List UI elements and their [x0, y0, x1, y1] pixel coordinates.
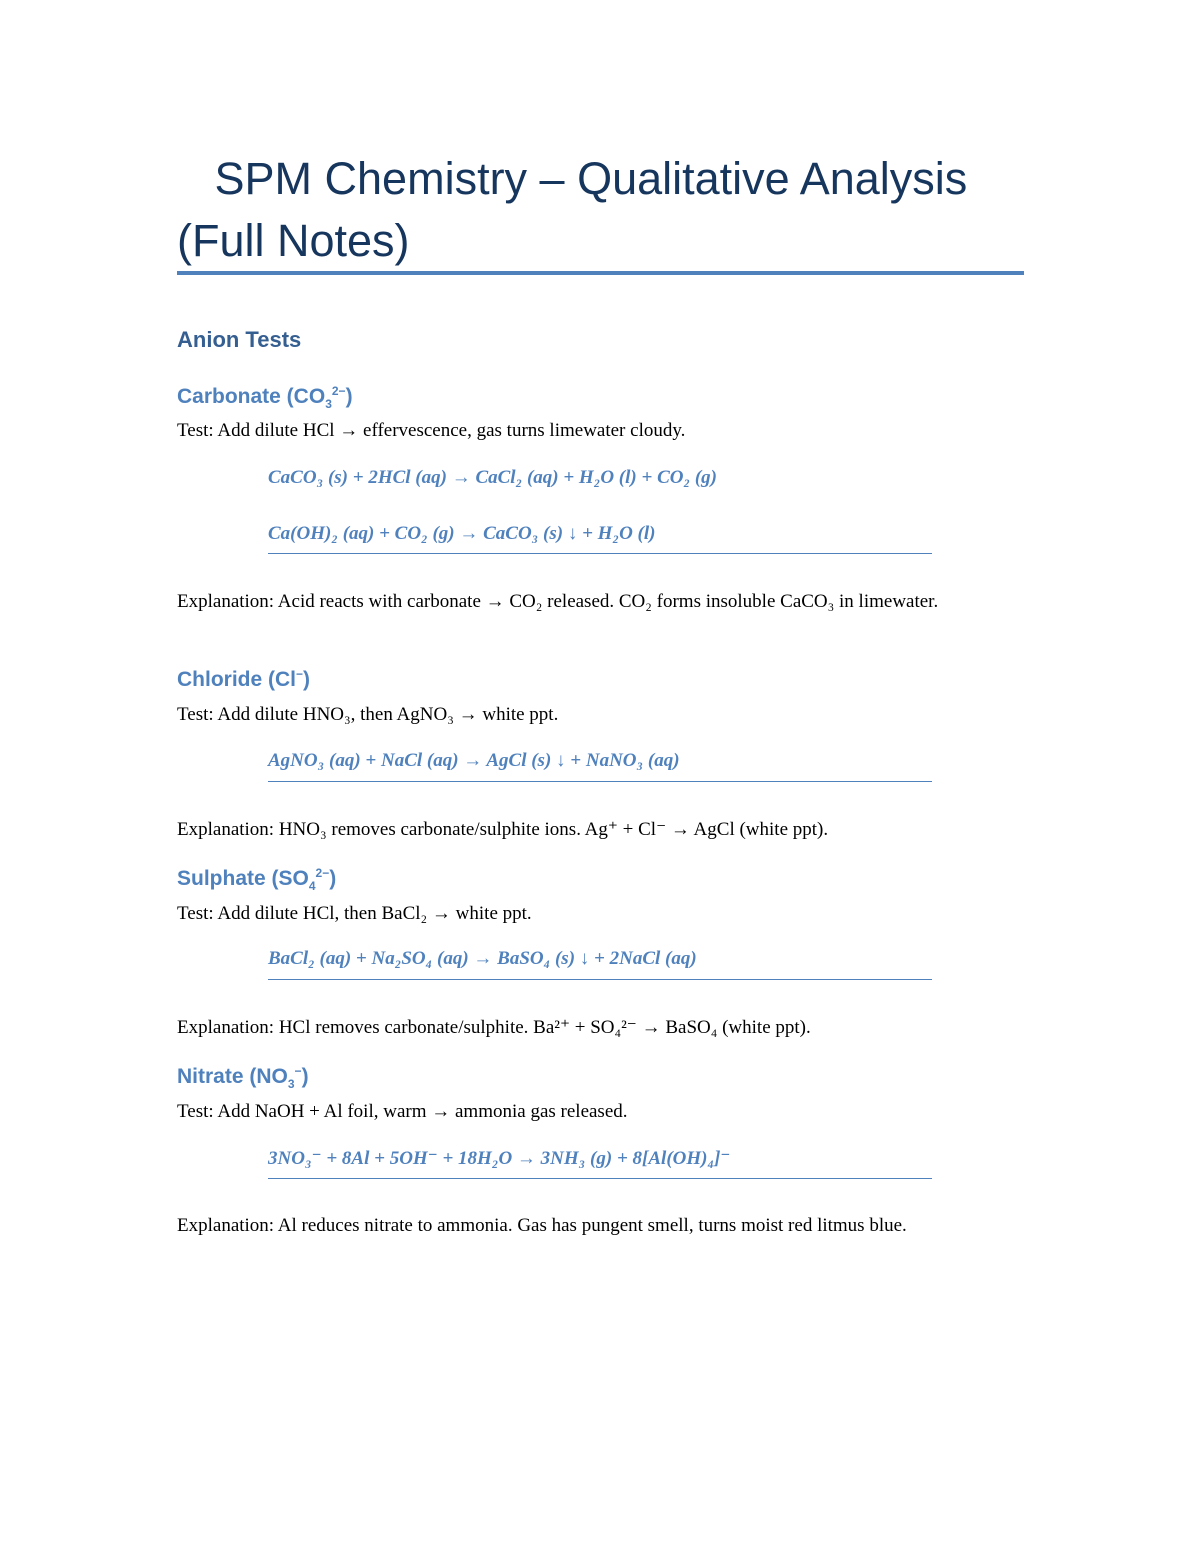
chloride-explanation: Explanation: HNO₃ removes carbonate/sulphite ions. Ag⁺ + Cl⁻ → AgCl (white ppt). [177, 819, 829, 840]
section-heading-anion-tests: Anion Tests [177, 327, 302, 352]
heading-sulphate-close: ) [329, 867, 337, 890]
heading-carbonate-sub: 3 [325, 397, 332, 412]
chloride-equation-1: AgNO₃ (aq) + NaCl (aq) → AgCl (s) ↓ + NaNO₃ (aq) [268, 750, 680, 771]
carbonate-test: Test: Add dilute HCl → effervescence, gas turns limewater cloudy. [177, 420, 686, 441]
heading-sulphate-sup: 2− [315, 866, 330, 880]
heading-nitrate-close: ) [301, 1065, 309, 1088]
heading-carbonate-close: ) [345, 385, 353, 408]
heading-chloride-close: ) [303, 668, 311, 691]
sulphate-explanation: Explanation: HCl removes carbonate/sulphite. Ba²⁺ + SO₄²⁻ → BaSO₄ (white ppt). [177, 1017, 811, 1038]
heading-nitrate-sup: − [294, 1064, 302, 1078]
heading-nitrate-name: Nitrate (NO [177, 1065, 288, 1088]
document-title: SPM Chemistry – Qualitative Analysis (Full Notes) [177, 153, 980, 266]
heading-sulphate-name: Sulphate (SO [177, 867, 309, 890]
heading-carbonate-sup: 2− [331, 384, 346, 398]
heading-nitrate [177, 1064, 309, 1091]
heading-carbonate [177, 384, 353, 411]
carbonate-explanation: Explanation: Acid reacts with carbonate → CO₂ released. CO₂ forms insoluble CaCO₃ in limewater. [177, 591, 939, 612]
heading-sulphate-sub: 4 [308, 879, 316, 894]
carbonate-equation-2: Ca(OH)₂ (aq) + CO₂ (g) → CaCO₃ (s) ↓ + H₂O (l) [268, 523, 656, 544]
chloride-test: Test: Add dilute HNO₃, then AgNO₃ → white ppt. [177, 704, 559, 725]
nitrate-equation-1: 3NO₃⁻ + 8Al + 5OH⁻ + 18H₂O → 3NH₃ (g) + 8[Al(OH)₄]⁻ [268, 1148, 731, 1169]
sulphate-equation-1: BaCl₂ (aq) + Na₂SO₄ (aq) → BaSO₄ (s) ↓ + 2NaCl (aq) [268, 948, 697, 969]
sulphate-test: Test: Add dilute HCl, then BaCl₂ → white ppt. [177, 903, 532, 924]
heading-sulphate [177, 866, 336, 893]
heading-chloride-sup: − [296, 667, 304, 681]
carbonate-equation-1: CaCO₃ (s) + 2HCl (aq) → CaCl₂ (aq) + H₂O (l) + CO₂ (g) [268, 467, 717, 488]
heading-chloride [177, 667, 310, 692]
chloride-equation-rule [268, 781, 932, 782]
heading-nitrate-sub: 3 [287, 1077, 295, 1092]
heading-chloride-name: Chloride (Cl [177, 668, 296, 691]
nitrate-equation-rule [268, 1178, 932, 1179]
nitrate-test: Test: Add NaOH + Al foil, warm → ammonia gas released. [177, 1101, 628, 1122]
heading-carbonate-name: Carbonate (CO [177, 385, 326, 408]
carbonate-equation-rule [268, 553, 932, 554]
title-underline [177, 271, 1024, 275]
nitrate-explanation: Explanation: Al reduces nitrate to ammonia. Gas has pungent smell, turns moist red litmus blue. [177, 1215, 907, 1236]
sulphate-equation-rule [268, 979, 932, 980]
